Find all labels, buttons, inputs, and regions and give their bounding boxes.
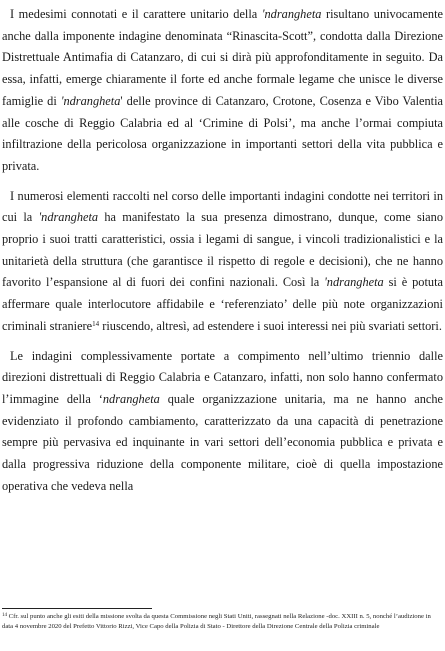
footnote-reference: 14: [92, 319, 100, 328]
text-run: ha manifestato la sua presenza dimostrano, dunque, come siano proprio i suoi tratti caratteristici, ossia i legami di sangue, i vincoli tradizionalistici e la unitarietà della struttura (che garantisce il rispetto di regole e decisioni), che ne hanno favorito l’espansione al di fuori dei confini nazionali. Così la: [2, 210, 443, 290]
paragraph: [2, 186, 443, 338]
text-run: si è potuta affermare quale interlocutore affidabile e ‘referenziato’ delle più note organizzazioni criminali straniere: [2, 275, 443, 333]
footnote-separator: [2, 608, 152, 609]
text-run: riuscendo, altresì, ad estendere i suoi interessi nei più svariati settori.: [99, 318, 442, 333]
italic-term: ndrangheta: [102, 391, 160, 406]
footnote-number: 14: [2, 613, 7, 618]
paragraph: [2, 346, 443, 498]
footnote: [2, 612, 443, 632]
text-run: quale organizzazione unitaria, ma ne hanno anche evidenziato il profondo cambiamento, caratterizzato da una capacità di penetrazione sempre più pervasiva ed inquinante in vari settori dell’economia pubblica e privata e dalla progressiva riduzione della componente militare, cioè di quella impostazione operativa che vedeva nella: [2, 391, 443, 493]
paragraph: [2, 4, 443, 178]
text-run: I medesimi connotati e il carattere unitario della: [10, 7, 262, 21]
body-text: [2, 4, 443, 505]
text-run: I numerosi elementi raccolti nel corso delle importanti indagini condotte nei territori in cui la: [2, 188, 443, 225]
footnote-text: Cfr. sul punto anche gli esiti della missione svolta da questa Commissione negli Stati Uniti, rassegnati nella Relazione -doc. XXIII n. 5, nonché l’audizione in data 4 novembre 2020 del Prefetto Vittorio Rizzi, Vice Capo della Polizia di Stato - Direttore della Direzione Centrale della Polizia criminale: [2, 613, 431, 630]
italic-term: 'ndrangheta: [38, 210, 99, 225]
italic-term: 'ndrangheta: [261, 7, 322, 21]
text-run: Le indagini complessivamente portate a compimento nell’ultimo triennio dalle direzioni distrettuali di Reggio Calabria e Catanzaro, infatti, non solo hanno confermato l’immagine della ‘: [2, 348, 443, 406]
text-run: risultano univocamente anche dalla imponente indagine denominata “Rinascita-Scott”, condotta dalla Direzione Distrettuale Antimafia di Catanzaro, di cui si dirà più approfonditamente in seguito. Da essa, infatti, emerge chiaramente il forte ed anche formale legame che unisce le diverse famiglie di: [2, 7, 444, 108]
text-run: ' delle province di Catanzaro, Crotone, Cosenza e Vibo Valentia alle cosche di Reggio Calabria ed al ‘Crimine di Polsi’, ma anche l’ormai compiuta infiltrazione della pericolosa organizzazione in importanti settori della vita pubblica e privata.: [2, 93, 444, 173]
italic-term: 'ndrangheta: [324, 275, 384, 290]
italic-term: 'ndrangheta: [60, 93, 121, 108]
